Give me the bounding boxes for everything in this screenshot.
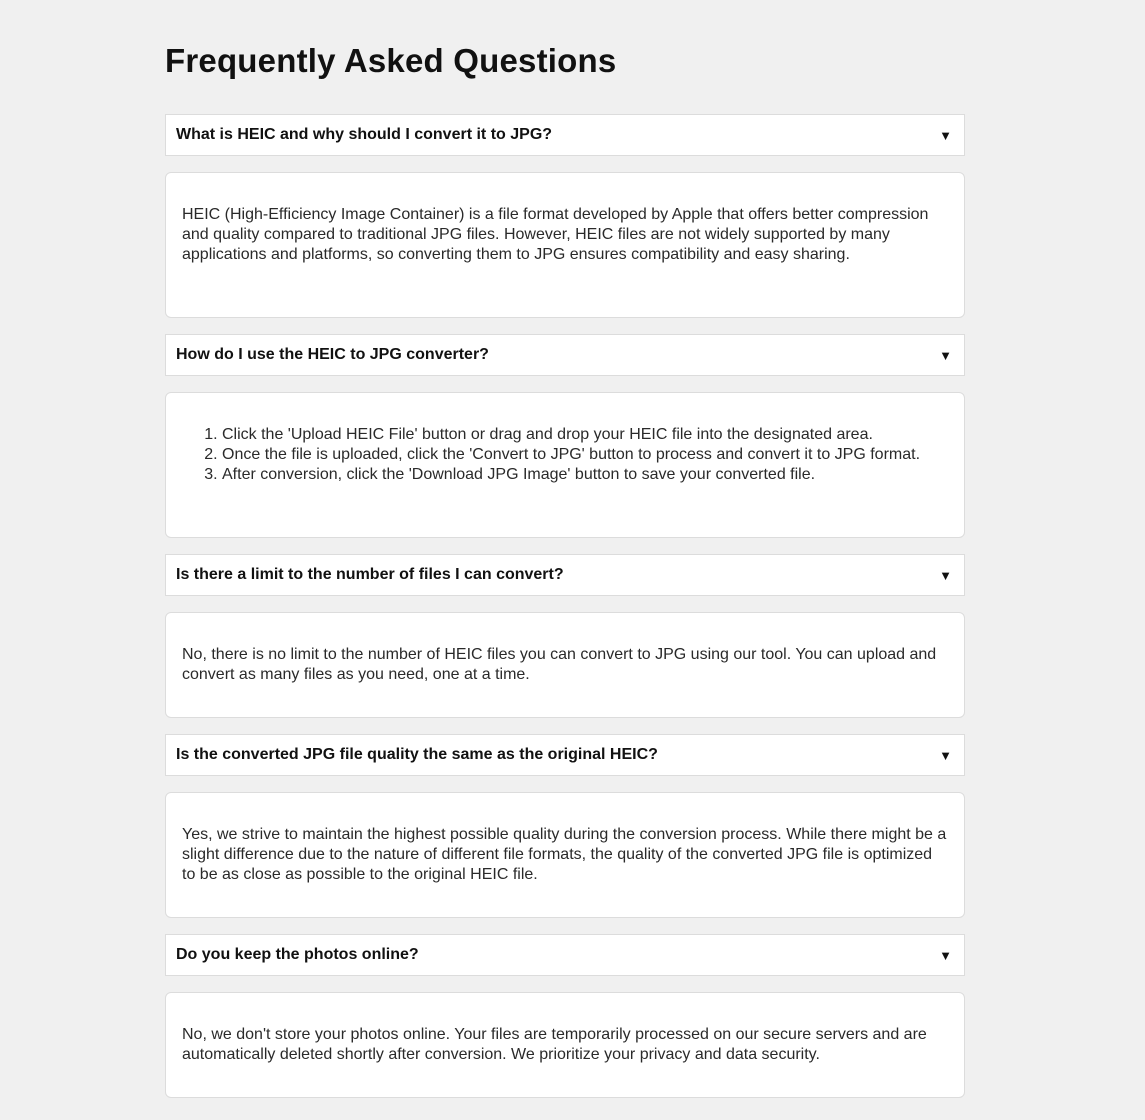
faq-answer-text: HEIC (High-Efficiency Image Container) is a file format developed by Apple that offers better compression and quality compared to traditional JPG files. However, HEIC files are not widely supported by many applications and platforms, so converting them to JPG ensures compatibility and easy sharing. [182,206,929,263]
faq-answer-text: No, there is no limit to the number of HEIC files you can convert to JPG using our tool. You can upload and convert as many files as you need, one at a time. [182,646,937,683]
faq-question-text: Is the converted JPG file quality the same as the original HEIC? [176,746,658,763]
faq-item [165,554,965,718]
page-title: Frequently Asked Questions [165,42,617,79]
faq-list [165,114,965,1114]
faq-question-text: Do you keep the photos online? [176,946,419,963]
faq-answer-text: Yes, we strive to maintain the highest possible quality during the conversion process. While there might be a slight difference due to the nature of different file formats, the quality of the converted JPG file is optimized to be as close as possible to the original HEIC file. [182,826,947,883]
faq-item [165,934,965,1098]
faq-item [165,734,965,918]
faq-question-file-limit[interactable] [165,554,965,596]
caret-down-icon[interactable]: ▼ [939,747,952,763]
faq-answer [165,172,965,318]
faq-question-text: What is HEIC and why should I convert it to JPG? [176,126,553,143]
faq-question-text: How do I use the HEIC to JPG converter? [176,346,489,363]
caret-down-icon[interactable]: ▼ [939,347,952,363]
faq-answer-text: No, we don't store your photos online. Your files are temporarily processed on our secure servers and are automatically deleted shortly after conversion. We prioritize your privacy and data security. [182,1026,927,1063]
steps-list [182,425,948,485]
faq-question-storage[interactable] [165,934,965,976]
step-item: 1. Click the 'Upload HEIC File' button or drag and drop your HEIC file into the designated area. [222,425,948,445]
caret-down-icon[interactable]: ▼ [939,567,952,583]
faq-question-text: Is there a limit to the number of files I can convert? [176,566,564,583]
faq-answer [165,792,965,918]
step-item: 3. After conversion, click the 'Download JPG Image' button to save your converted file. [222,465,948,485]
caret-down-icon[interactable]: ▼ [939,947,952,963]
faq-answer [165,992,965,1098]
faq-answer [165,612,965,718]
faq-item [165,334,965,538]
faq-question-quality[interactable] [165,734,965,776]
faq-answer [165,392,965,538]
faq-question-how-to-use[interactable] [165,334,965,376]
faq-item [165,114,965,318]
faq-question-heic-why[interactable] [165,114,965,156]
caret-down-icon[interactable]: ▼ [939,127,952,143]
step-item: 2. Once the file is uploaded, click the 'Convert to JPG' button to process and convert it to JPG format. [222,445,948,465]
